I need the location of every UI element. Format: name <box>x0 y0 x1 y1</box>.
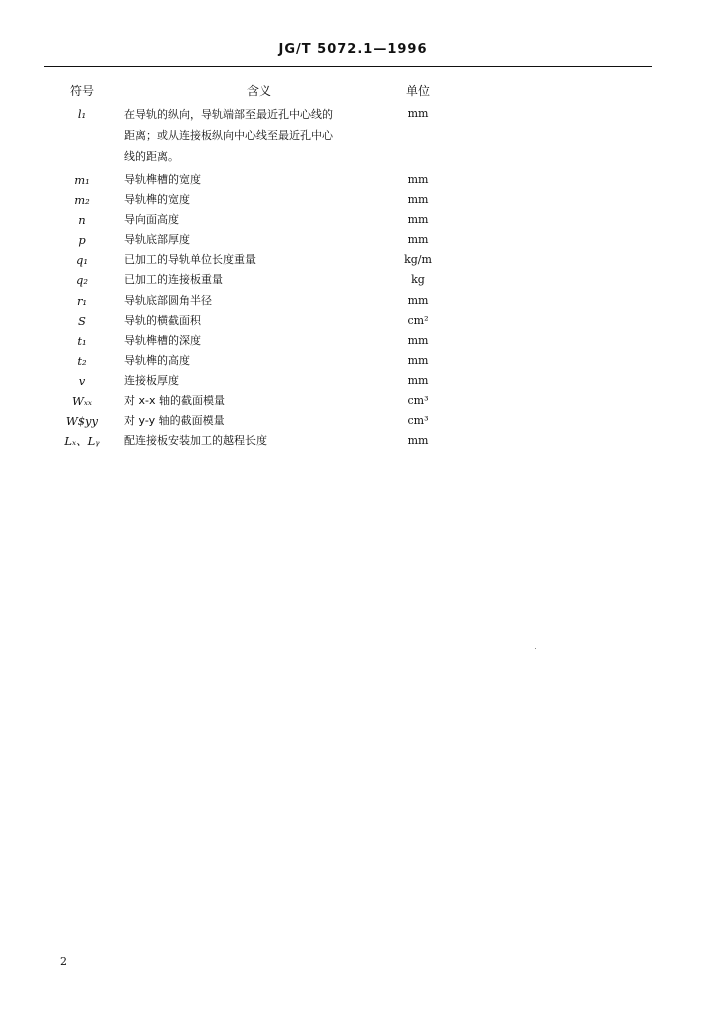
row-meaning: 导轨榫槽的深度 <box>124 333 201 347</box>
row-unit: mm <box>407 293 429 307</box>
table-row <box>0 391 706 411</box>
row-meaning: 导轨榫的宽度 <box>124 193 190 207</box>
row-unit: cm² <box>407 313 429 327</box>
row-symbol: W$yy <box>65 414 99 429</box>
row-symbol: q₂ <box>76 273 88 288</box>
row-symbol: p <box>78 233 86 248</box>
table-row <box>0 170 706 190</box>
header-symbol: 符号 <box>69 84 94 98</box>
header-rule <box>44 66 652 67</box>
row-meaning: 已加工的连接板重量 <box>124 273 223 287</box>
row-meaning: 导轨榫的高度 <box>124 353 190 367</box>
row-meaning: 导轨的横截面积 <box>124 313 201 327</box>
row-unit: mm <box>407 434 429 448</box>
table-row <box>0 371 706 391</box>
row-symbol: r₁ <box>76 293 88 308</box>
row-meaning: 对 x-x 轴的截面模量 <box>124 394 225 408</box>
row-unit: cm³ <box>407 394 429 408</box>
row-unit: mm <box>407 173 429 186</box>
table-row <box>0 190 706 210</box>
row-symbol: t₁ <box>77 333 87 348</box>
table-row <box>0 210 706 230</box>
row-symbol: Lₓ、Lᵧ <box>64 434 100 449</box>
row-unit: mm <box>407 213 429 227</box>
table-row <box>0 351 706 371</box>
row-symbol: Wₓₓ <box>72 394 92 409</box>
row-meaning: 对 y-y 轴的截面模量 <box>124 414 225 428</box>
row-meaning: 导向面高度 <box>124 213 179 227</box>
row-symbol: t₂ <box>77 353 87 368</box>
table-header-row <box>0 82 706 104</box>
table-row <box>0 104 706 170</box>
row-unit: mm <box>407 333 429 347</box>
row-meaning <box>124 104 394 167</box>
row-symbol: q₁ <box>76 253 88 268</box>
table-row <box>0 331 706 351</box>
row-symbol: m₁ <box>74 173 90 187</box>
row-meaning: 配连接板安装加工的越程长度 <box>124 434 267 448</box>
table-row <box>0 250 706 270</box>
table-row <box>0 291 706 311</box>
row-unit: mm <box>407 353 429 367</box>
row-unit: kg/m <box>404 253 432 267</box>
row-unit: kg <box>411 273 425 287</box>
symbol-table <box>0 82 706 451</box>
row-symbol: n <box>78 213 86 228</box>
meaning-line: 在导轨的纵向，导轨端部至最近孔中心线的 <box>124 108 333 121</box>
page-number: 2 <box>60 955 67 968</box>
table-row <box>0 431 706 451</box>
row-unit: mm <box>407 193 429 207</box>
row-meaning: 导轨底部厚度 <box>124 233 190 247</box>
row-symbol: v <box>78 373 86 388</box>
scan-speck <box>535 648 536 649</box>
table-row <box>0 230 706 250</box>
table-row <box>0 311 706 331</box>
row-meaning: 导轨榫槽的宽度 <box>124 173 201 186</box>
row-meaning: 导轨底部圆角半径 <box>124 293 212 307</box>
document-code-header: JG/T 5072.1—1996 <box>278 42 428 57</box>
header-unit: 单位 <box>405 84 430 98</box>
table-row <box>0 270 706 290</box>
table-row <box>0 411 706 431</box>
row-unit: mm <box>407 373 429 387</box>
meaning-line: 线的距离。 <box>124 150 179 163</box>
row-meaning: 连接板厚度 <box>124 373 179 387</box>
row-unit: mm <box>407 233 429 247</box>
row-meaning: 已加工的导轨单位长度重量 <box>124 253 256 267</box>
row-unit: cm³ <box>407 414 429 428</box>
row-symbol: S <box>78 313 86 328</box>
row-unit: mm <box>407 107 429 120</box>
row-symbol: m₂ <box>74 193 90 208</box>
row-symbol: l₁ <box>77 107 87 121</box>
header-meaning: 含义 <box>246 84 271 98</box>
meaning-line: 距离；或从连接板纵向中心线至最近孔中心 <box>124 129 333 142</box>
